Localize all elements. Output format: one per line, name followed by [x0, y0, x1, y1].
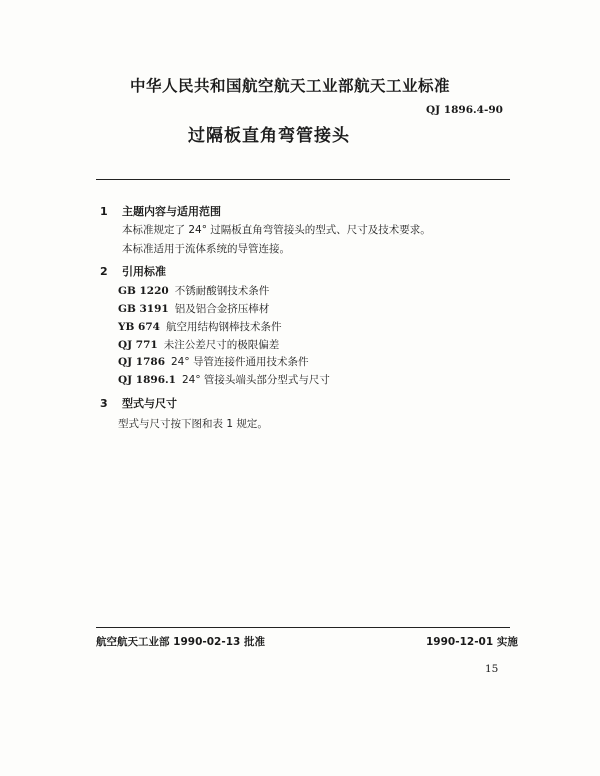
standard-code: QJ 1896.4-90 [426, 104, 503, 116]
section-1-title: 主题内容与适用范围 [122, 205, 221, 218]
reference-item [118, 337, 279, 352]
footer-divider [96, 627, 510, 628]
reference-item [118, 372, 330, 387]
reference-code: QJ 1786 [118, 356, 165, 368]
section-1-paragraph-2: 本标准适用于流体系统的导管连接。 [122, 243, 290, 255]
reference-code: GB 3191 [118, 303, 169, 315]
reference-title: 未注公差尺寸的极限偏差 [163, 339, 280, 351]
reference-title: 24° 管接头端头部分型式与尺寸 [181, 374, 330, 386]
reference-title: 航空用结构钢棒技术条件 [165, 321, 282, 333]
section-3-paragraph-1: 型式与尺寸按下图和表 1 规定。 [118, 418, 268, 430]
reference-code: GB 1220 [118, 285, 169, 297]
section-2-heading [100, 263, 166, 279]
reference-title: 铝及铝合金挤压棒材 [174, 303, 270, 315]
reference-item [118, 301, 269, 316]
reference-item [118, 283, 269, 298]
reference-code: YB 674 [118, 321, 160, 333]
section-1-paragraph-1: 本标准规定了 24° 过隔板直角弯管接头的型式、尺寸及技术要求。 [122, 224, 431, 236]
reference-code: QJ 771 [118, 339, 158, 351]
reference-title: 24° 导管连接件通用技术条件 [171, 356, 309, 368]
document-title: 过隔板直角弯管接头 [188, 126, 350, 146]
standard-body-title: 中华人民共和国航空航天工业部航天工业标准 [130, 77, 451, 95]
section-3-title: 型式与尺寸 [122, 397, 177, 410]
approval-line: 航空航天工业部 1990-02-13 批准 [96, 636, 265, 648]
reference-item [118, 354, 308, 369]
section-3-heading [100, 395, 177, 411]
section-1-heading [100, 203, 221, 219]
reference-item [118, 319, 281, 334]
section-2-number: 2 [100, 265, 108, 278]
implementation-date: 1990-12-01 实施 [426, 636, 518, 648]
reference-code: QJ 1896.1 [118, 374, 176, 386]
section-3-number: 3 [100, 397, 108, 410]
reference-title: 不锈耐酸钢技术条件 [174, 285, 270, 297]
section-2-title: 引用标准 [122, 265, 166, 278]
header-divider [96, 179, 510, 180]
section-1-number: 1 [100, 205, 108, 218]
page-number: 15 [485, 663, 499, 675]
